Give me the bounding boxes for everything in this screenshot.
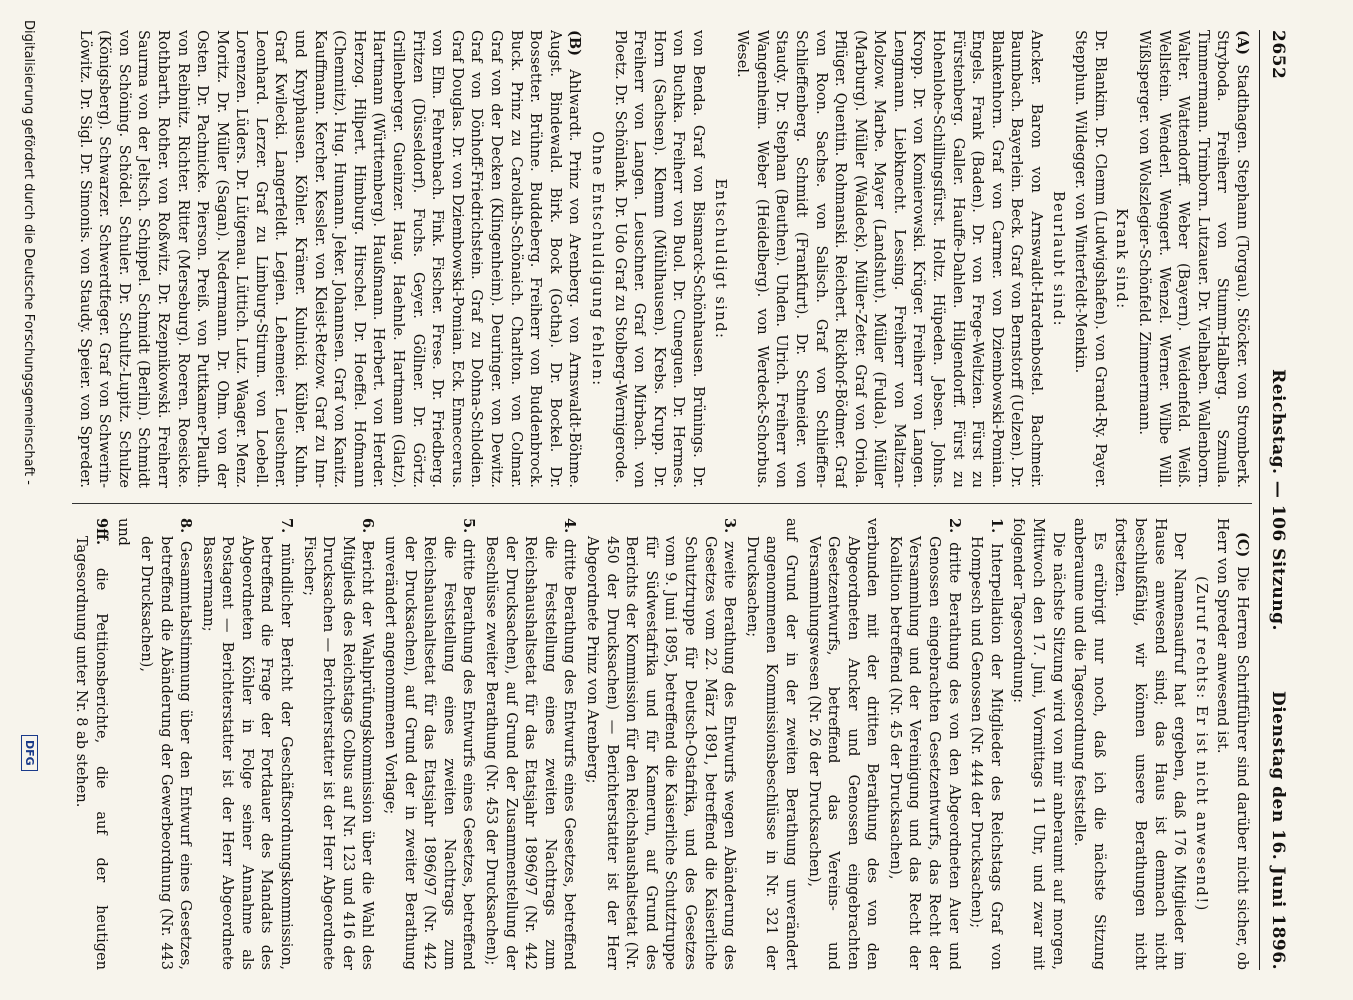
- agenda-item-number: 2.: [945, 518, 963, 534]
- margin-marker-a: (A): [1234, 30, 1251, 55]
- session-date: Dienstag den 16. Juni 1896.: [1268, 691, 1288, 970]
- digitization-note: Digitalisierung gefördert durch die Deutsche Forschungsgemeinschaft -: [21, 20, 36, 485]
- agenda-item: [113, 518, 134, 970]
- agenda-item-number: 4.: [561, 518, 579, 534]
- header-rule: [1259, 30, 1260, 970]
- intro-paragraph: [1212, 518, 1252, 970]
- section-b-names: [72, 30, 584, 488]
- running-head: Reichstag. — 106 Sitzung.: [1268, 369, 1288, 631]
- agenda-item-text: auf Grund der in der zweiten Berathung unverändert angenommenen Kommissionsbeschlüsse in Nr. 321 der Drucksachen;: [743, 518, 799, 970]
- agenda-item: [741, 518, 801, 970]
- margin-marker-b: (B): [566, 30, 584, 56]
- intro-text: Die Herren Schriftführer sind darüber nicht sicher, ob Herr von Spreder anwesend ist.: [1214, 518, 1250, 970]
- agenda-item-number: 5.: [460, 518, 478, 534]
- agenda-item-text: dritte Berathung des Entwurfs eines Gesetzes, betreffend die Feststellung eines zweiten Nachtrags zum Reichshaushaltsetat für das Etatsjahr 1896/97 (Nr. 442 der Drucksachen), auf Grund der in zweiter Berathung unverändert angenommenen Vorlage;: [382, 536, 477, 970]
- agenda-item-text: Interpellation der Mitglieder des Reichstags Graf von Hompesch und Genossen (Nr. 444 der Drucksachen);: [968, 536, 1004, 970]
- agenda-item-number: 6.: [359, 518, 377, 534]
- agenda-item-text: verbunden mit der dritten Berathung des von den Abgeordneten Ancker und Genossen eingebrachten Gesetzentwurfs, betreffend das Vereins- und Versammlungswesen (Nr. 26 der Drucksachen),: [805, 518, 881, 970]
- agenda-list: [72, 518, 1006, 970]
- agenda-item-text: zweite Berathung des Entwurfs wegen Abänderung des Gesetzes vom 22. März 1891, betreffend die Kaiserliche Schutztruppe für Deutsch-Ostafrika, und des Gesetzes vom 9. Juni 1895, betreffend die Kaiserliche Schutztruppe für Südwestafrika und für Kamerun, auf Grund des Berichts der Kommission für den Reichshaushaltsetat (Nr. 450 der Drucksachen) — Berichterstatter ist der Herr Abgeordnete Prinz von Arenberg;: [584, 536, 738, 970]
- agenda-item: [480, 518, 579, 970]
- names-list-krank: Dr. Blankim. Dr. Clemm (Ludwigshafen). von Grand-Ry. Payer. Stepphun. Wildegger. von Winterfeldt-Menkin.: [1072, 30, 1108, 488]
- agenda-item-number: 1.: [987, 518, 1005, 534]
- interjection: (Zuruf rechts: Er ist nicht anwesend!): [1192, 576, 1209, 912]
- names-list-voting: Stadthagen. Stephann (Torgau). Stöcker. von Stromberk. Stryboda. Freiherr von Stumm-Halberg. Szmula. Timmermann. Trimborn. Lutzauer. Dr. Vielhaben. Wallenborn. Walter. Wattendorff. Weber (Bayern). Weidenfeld. Weiß. Wellstein. Wenderl. Wengert. Wenzel. Werner. Wilbe Will. Wißlsperger. von Wolszlegier-Schönfeld. Zimmermann.: [1136, 30, 1250, 488]
- agenda-item-text: Gesammtabstimmung über den Entwurf eines Gesetzes, betreffend die Abänderung der Gewerbeordnung (Nr. 443 der Drucksachen),: [137, 536, 194, 970]
- agenda-item-number: 9ff.: [92, 518, 110, 546]
- agenda-item: [884, 518, 963, 970]
- agenda-item: [581, 518, 739, 970]
- heading-beurlaubt: Beurlaubt sind:: [1049, 191, 1066, 327]
- names-list-entschuldigt: von Benda. Graf von Bismarck-Schönhausen. Brünings. Dr. von Buchka. Freiherr von Buol. Dr. Cuneguen. Dr. Hermes. Horn (Sachsen). Klemm (Mühlhausen). Krebs. Krupp. Dr. Freiherr von Langen. Leuschner. Graf von Mirbach. von Ploetz. Dr. Schönlank. Dr. Udo Graf zu Stolberg-Wernigerode.: [611, 30, 706, 488]
- left-column: [72, 30, 1252, 488]
- agenda-item-text: dritte Berathung des von den Abgeordneten Auer und Genossen eingebrachten Gesetzentwurfs, das Recht der Versammlung und der Vereinigung und das Recht der Koalition betreffend (Nr. 45 der Drucksachen),: [886, 536, 962, 970]
- agenda-item: [197, 518, 296, 970]
- agenda-item: [379, 518, 478, 970]
- agenda-item: [966, 518, 1006, 970]
- agenda-item-text: Bericht der Wahlprüfungskommission über die Wahl des Mitglieds des Reichstags Colbus auf Nr. 123 und 416 der Drucksachen — Berichterstatter ist der Herr Abgeordnete Fischer;: [300, 536, 376, 970]
- right-column: [72, 518, 1252, 970]
- agenda-item-text: mündlicher Bericht der Geschäftsordnungskommission, betreffend die Frage der Fortdauer des Mandats des Abgeordneten Köhler in Folge seiner Annahme als Postagent — Berichterstatter ist der Herr Abgeordnete Bassermann;: [199, 536, 295, 970]
- roll-call-result: Der Namensaufruf hat ergeben, daß 176 Mitglieder im Hause anwesend sind; das Haus ist demnach nicht beschlußfähig, wir können unsere Berathungen nicht fortsetzen.: [1112, 518, 1188, 970]
- agenda-item-text: und: [115, 518, 132, 546]
- agenda-item: [135, 518, 195, 970]
- agenda-announcement: Es erübrigt nur noch, daß ich die nächste Sitzung anberaume und die Tagesordnung feststelle.: [1071, 518, 1107, 970]
- agenda-item-number: 8.: [177, 518, 195, 534]
- agenda-item: [72, 518, 111, 970]
- margin-marker-c: (C): [1234, 532, 1251, 558]
- names-list-ohne-entschuldigung: Ahlwardt. Prinz von Arenberg. von Arnswaldt-Böhme. Augst. Bindewald. Birk. Bock (Gotha). Dr. Bockel. Dr. Bossetter. Brühne. Buddeberg. Freiherr von Buddenbrock. Buck. Prinz zu Carolath-Schönaich. Charlton. von Colmar. Graf von der Decken (Klingenheim). Deuringer. von Dewitz. Graf von Dönhoff-Friedrichstein. Graf zu Dohna-Schlodien. Graf Douglas. Dr. von Dziembowski-Pomian. Eck. Enneccerus. von Elm. Fehrenbach. Fink. Fischer. Frese. Dr. Friedberg. Fritzen (Düsseldorf). Fuchs. Geyer. Göllner. Dr. Görtz. Grillenberger. Gueinzer. Haug. Haehnle. Hartmann (Glatz). Hartmann (Württemberg). Haußmann. Herbert. von Herder. Herzog. Hilpert. Himburg. Hirschel. Dr. Hoeffel. Hofmann (Chemnitz). Hug. Humann. Jeker. Johannsen. Graf von Kanitz. Kauffmann. Kercher. Kessler. von Kleist-Retzow. Graf zu Inn- und Knyphausen. Köhler. Krämer. Kulnicki. Kübler. Kuhn. Graf Kwilecki. Langerfeldt. Legien. Lehemeier. Leuschner. Leonhard. Lerzer. Graf zu Limburg-Stirum. von Loebell. Lorenzen. Lüders. Dr. Lütgenau. Lüttich. Lutz. Waager. Menz. Moritz. Dr. Müller (Sagan). Nedermann. Dr. Ohm. von der Osten. Dr. Pachnicke. Pierson. Preiß. von Puttkamer-Plauth. von Reibnitz. Richter. Ritter (Merseburg). Roeren. Roesicke. Rothbarth. Rother. von Roßwitz. Dr. Rzepnikowski. Freiherr Saurma von der Jeltsch. Schippel. Schmidt (Berlin). Schmidt von Schöning. Schödel. Schuler. Dr. Schultz-Lupitz. Schulze (Königsberg). Schwarzer. Schwerdtfeger. Graf von Schwerin-Löwitz. Dr. Sigl. Dr. Simonis. von Staudy. Speier. von Spreder.: [76, 30, 583, 488]
- section-a-names: [1133, 30, 1252, 488]
- column-divider: [72, 503, 1252, 504]
- agenda-item-number: 3.: [721, 518, 739, 534]
- digitization-footer: [12, 0, 42, 1000]
- heading-krank: Krank sind:: [1113, 208, 1130, 310]
- next-session-notice: Die nächste Sitzung wird von mir anberaumt auf morgen, Mittwoch den 17. Juni, Vormittags 11 Uhr, und zwar mit folgender Tagesordnung:: [1010, 518, 1066, 970]
- agenda-item-text: die Petitionsberichte, die auf der heutigen Tagesordnung unter Nr. 8 ab stehen.: [73, 536, 109, 970]
- heading-ohne-entschuldigung: Ohne Entschuldigung fehlen:: [589, 131, 605, 387]
- page-header: [1262, 30, 1292, 970]
- agenda-item-text: dritte Berathung des Entwurfs eines Gesetzes, betreffend die Feststellung eines zweiten Nachtrags zum Reichshaushaltsetat für das Etatsjahr 1896/97 (Nr. 442 der Drucksachen), auf Grund der Zusammenstellung der Beschlüsse zweiter Berathung (Nr. 453 der Drucksachen);: [483, 536, 578, 970]
- agenda-item: [803, 518, 882, 970]
- agenda-item: [298, 518, 377, 970]
- agenda-item-number: 7.: [278, 518, 296, 534]
- heading-entschuldigt: Entschuldigt sind:: [711, 178, 728, 340]
- dfg-logo-badge: DFG: [21, 735, 38, 771]
- page-number: 2652: [1268, 30, 1288, 80]
- names-list-beurlaubt: Ancker. Baron von Arnswaldt-Hardenbostel. Bachmeir. Baumbach. Bayerlein. Beck. Graf von Bernstorff (Uelzen). Dr. Blankenhorn. Graf von Carmer. von Dziembowski-Pomian. Engels. Frank (Baden). Dr. von Frege-Weltzien. Fürst zu Fürstenberg. Galler. Hauffe-Dahlen. Hilgendorff. Fürst zu Hohenlohe-Schillingsfürst. Holtz. Hüpeden. Jebsen. Johns. Kropp. Dr. von Komierowski. Krüger. Freiherr von Langen. Lengmann. Liebknecht. Lessing. Freiherr von Maltzan-Molzow. Marbe. Mayer (Landshut). Müller (Fulda). Müller (Marburg). Müller (Waldeck). Müller-Zeter. Graf von Oriola. Pflüger. Quentin. Rohmanski. Reichert. Rickhof-Bödmer. Graf von Roon. Sachse. von Salisch. Graf von Schlieffen-Schlieffenberg. Schmidt (Frankfurt). Dr. Schneider. von Staudy. Dr. Stephan (Beuthen). Uhden. Ulrich. Freiherr von Wangenheim. Weber (Heidelberg). von Werdeck-Schorbus. Wesel.: [734, 30, 1045, 488]
